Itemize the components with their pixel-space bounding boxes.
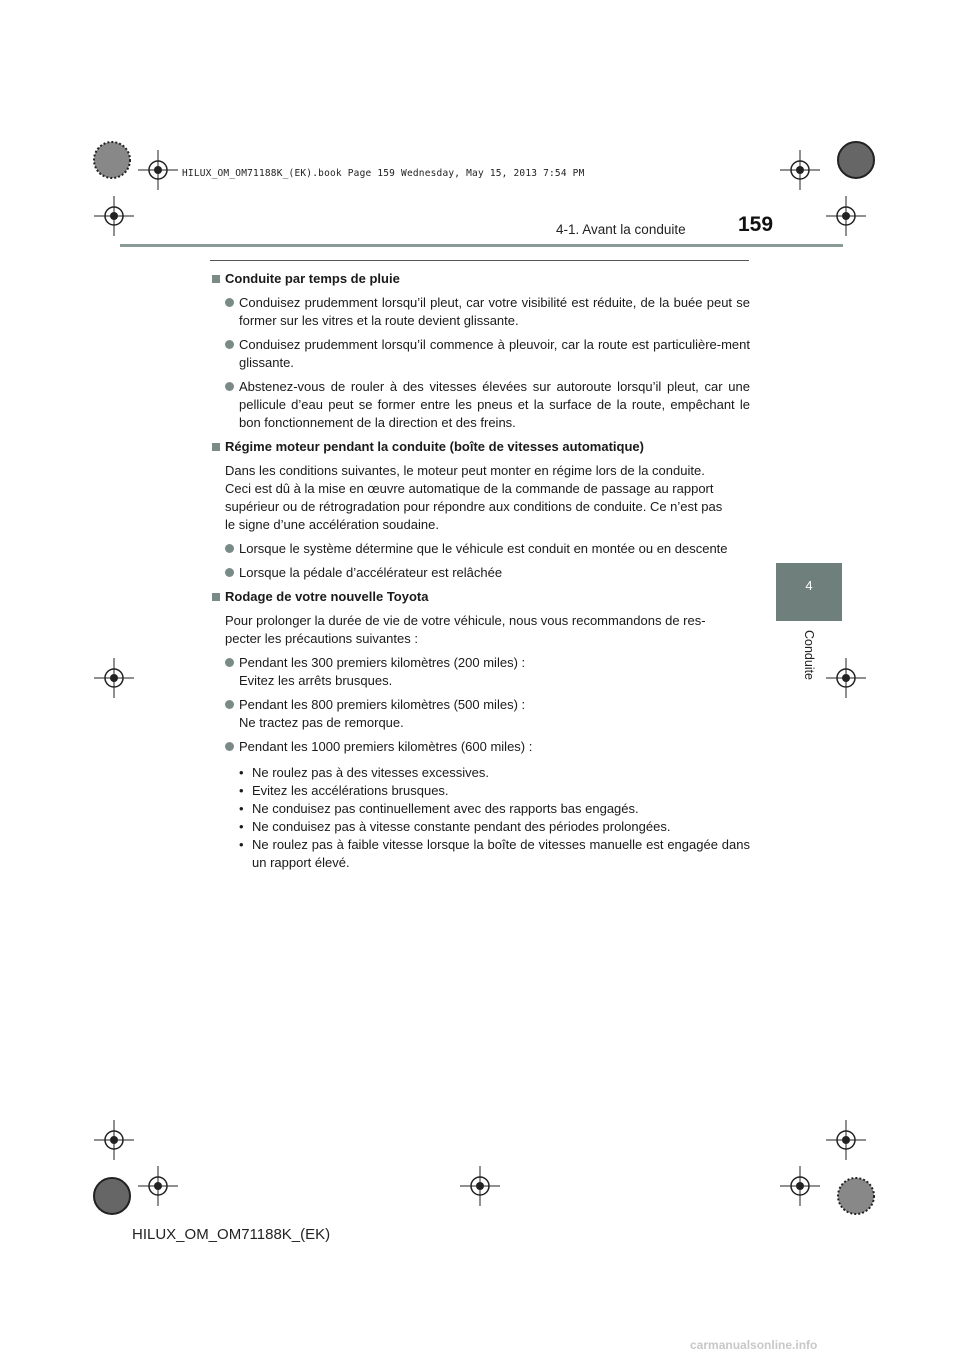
crosshair-icon [138,150,178,190]
bullet-dot-icon [225,340,234,349]
bullet-dot-icon [225,700,234,709]
list-item: Pendant les 1000 premiers kilomètres (600 miles) : [210,738,750,756]
paragraph: Pour prolonger la durée de vie de votre véhicule, nous vous recommandons de res- pecter les précautions suivantes : [225,613,706,646]
paragraph: Dans les conditions suivantes, le moteur peut monter en régime lors de la conduite. Ceci est dû à la mise en œuvre automatique de la commande de passage au rapport supérieur ou de rétrogradation pour répondre aux conditions de conduite. Ce n’est pas le signe d’une accélération soudaine. [225,463,723,532]
sub-bullet-icon: • [239,765,244,780]
content-rule [210,260,749,261]
registration-mark-icon [92,140,132,180]
header-rule [120,244,843,247]
square-bullet-icon [212,443,220,451]
section-heading: Conduite par temps de pluie [210,270,750,288]
sub-list-item: • Ne roulez pas à des vitesses excessives. [239,765,489,780]
crosshair-icon [460,1166,500,1206]
list-item: Lorsque le système détermine que le véhicule est conduit en montée ou en descente [210,540,750,558]
list-item: Conduisez prudemment lorsqu’il commence à pleuvoir, car la route est particulière-ment glissante. [210,336,750,372]
main-content [210,270,750,872]
list-item: Conduisez prudemment lorsqu’il pleut, car votre visibilité est réduite, de la buée peut se former sur les vitres et la route devient glissante. [210,294,750,330]
chapter-tab-number: 4 [805,578,813,593]
sub-bullet-icon: • [239,819,244,834]
bullet-dot-icon [225,298,234,307]
crosshair-icon [138,1166,178,1206]
sub-list-item: • Ne conduisez pas continuellement avec des rapports bas engagés. [239,801,639,816]
footer-code: HILUX_OM_OM71188K_(EK) [132,1226,331,1243]
book-stamp: HILUX_OM_OM71188K_(EK).book Page 159 Wednesday, May 15, 2013 7:54 PM [182,168,585,179]
list-item: Pendant les 800 premiers kilomètres (500 miles) : Ne tractez pas de remorque. [210,696,750,732]
list-item: Lorsque la pédale d’accélérateur est relâchée [210,564,750,582]
crosshair-icon [94,658,134,698]
section-heading: Régime moteur pendant la conduite (boîte de vitesses automatique) [210,438,750,456]
sub-bullet-icon: • [239,801,244,816]
square-bullet-icon [212,593,220,601]
crosshair-icon [94,196,134,236]
bullet-dot-icon [225,544,234,553]
bullet-dot-icon [225,382,234,391]
chapter-tab-label: Conduite [802,629,816,681]
crosshair-icon [780,1166,820,1206]
bullet-dot-icon [225,742,234,751]
square-bullet-icon [212,275,220,283]
crosshair-icon [826,658,866,698]
page-number: 159 [738,213,774,236]
sub-bullet-icon: • [239,783,244,798]
registration-mark-icon [836,1176,876,1216]
bullet-dot-icon [225,568,234,577]
registration-mark-icon [836,140,876,180]
crosshair-icon [94,1120,134,1160]
registration-mark-icon [92,1176,132,1216]
list-item: Abstenez-vous de rouler à des vitesses élevées sur autoroute lorsqu’il pleut, car une pellicule d’eau peut se former entre les pneus et la surface de la route, empêchant le bon fonctionnement de la direction et des freins. [210,378,750,432]
list-item: Pendant les 300 premiers kilomètres (200 miles) : Evitez les arrêts brusques. [210,654,750,690]
sub-list-item: • Evitez les accélérations brusques. [239,783,449,798]
crosshair-icon [826,1120,866,1160]
sub-list-item: • Ne roulez pas à faible vitesse lorsque la boîte de vitesses manuelle est engagée dans un rapport élevé. [239,837,750,870]
crosshair-icon [780,150,820,190]
crosshair-icon [826,196,866,236]
bullet-dot-icon [225,658,234,667]
sub-bullet-icon: • [239,837,244,852]
watermark: carmanualsonline.info [690,1338,818,1352]
sub-list-item: • Ne conduisez pas à vitesse constante pendant des périodes prolongées. [239,819,671,834]
section-title: 4-1. Avant la conduite [556,222,686,237]
section-heading: Rodage de votre nouvelle Toyota [210,588,750,606]
